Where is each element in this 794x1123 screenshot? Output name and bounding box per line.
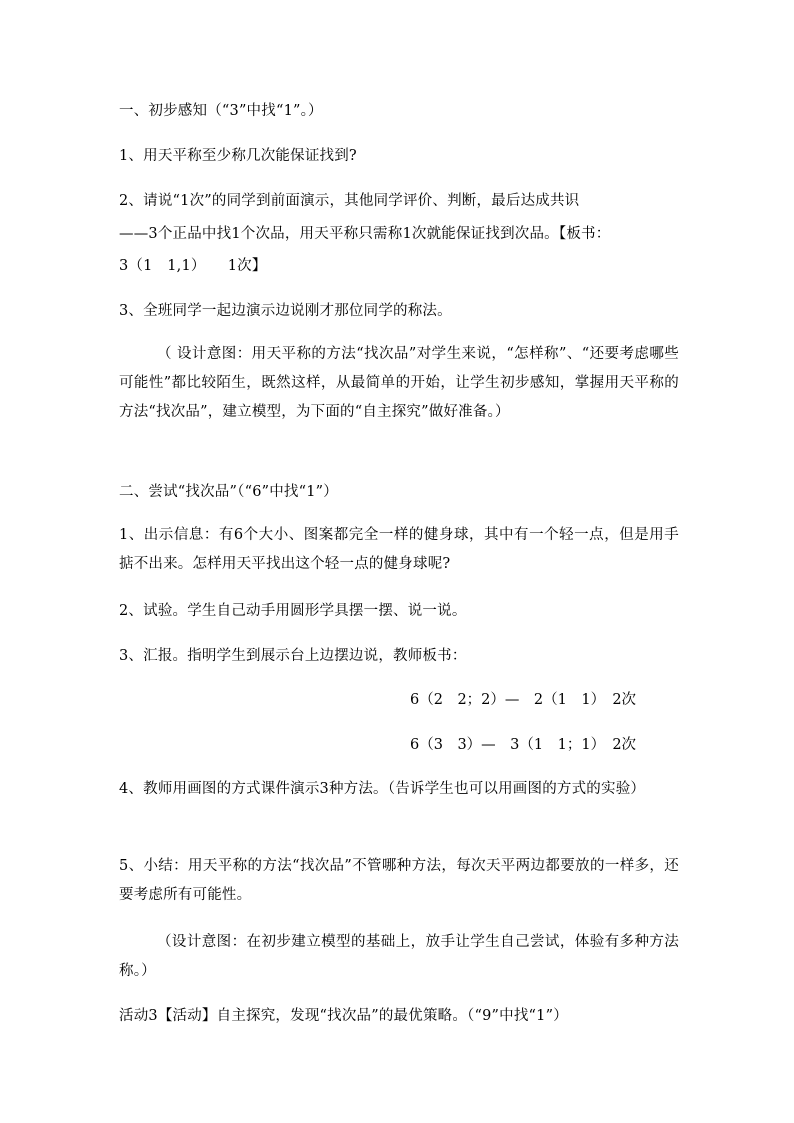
section2-heading: 二、尝试“找次品”（“6”中找“1”） xyxy=(119,484,338,500)
section2-item4: 4、教师用画图的方式课件演示3种方法。（告诉学生也可以用画图的方式的实验） xyxy=(119,781,646,797)
section1-item2-line3: 3（1 1,1） 1次】 xyxy=(119,258,267,274)
section2-item1: 1、出示信息：有6个大小、图案都完全一样的健身球，其中有一个轻一点，但是用手掂不出来。怎样用天平找出这个轻一点的健身球呢? xyxy=(119,527,679,572)
board-formula-2: 6（3 3）— 3（1 1；1） 2次 xyxy=(410,737,637,753)
section1-item1: 1、用天平称至少称几次能保证找到? xyxy=(119,148,357,164)
section2-design-note: （设计意图：在初步建立模型的基础上，放手让学生自己尝试，体验有多种方法称。） xyxy=(119,934,679,979)
section2-item2: 2、试验。学生自己动手用圆形学具摆一摆、说一说。 xyxy=(119,603,467,619)
section1-heading: 一、初步感知（“3”中找“1”。） xyxy=(119,103,323,119)
section2-item3: 3、汇报。指明学生到展示台上边摆边说，教师板书： xyxy=(119,648,467,664)
section1-item2-line1: 2、请说“1次”的同学到前面演示，其他同学评价、判断，最后达成共识 xyxy=(119,193,580,209)
section1-item2-line2: ——3个正品中找1个次品，用天平称只需称1次就能保证找到次品。【板书： xyxy=(119,226,611,242)
section2-item5: 5、小结：用天平称的方法“找次品”不管哪种方法，每次天平两边都要放的一样多，还要考虑所有可能性。 xyxy=(119,858,679,903)
section1-design-note: （ 设计意图：用天平称的方法“找次品”对学生来说，“怎样称”、“还要考虑哪些可能性”都比较陌生，既然这样，从最简单的开始，让学生初步感知，掌握用天平称的方法“找次品”，建立模型，为下面的“自主探究”做好准备。） xyxy=(119,346,679,420)
board-formula-1: 6（2 2；2）— 2（1 1） 2次 xyxy=(410,692,637,708)
section1-item3: 3、全班同学一起边演示边说刚才那位同学的称法。 xyxy=(119,303,452,319)
activity3-heading: 活动3【活动】自主探究，发现“找次品”的最优策略。（“9”中找“1”） xyxy=(119,1008,568,1024)
